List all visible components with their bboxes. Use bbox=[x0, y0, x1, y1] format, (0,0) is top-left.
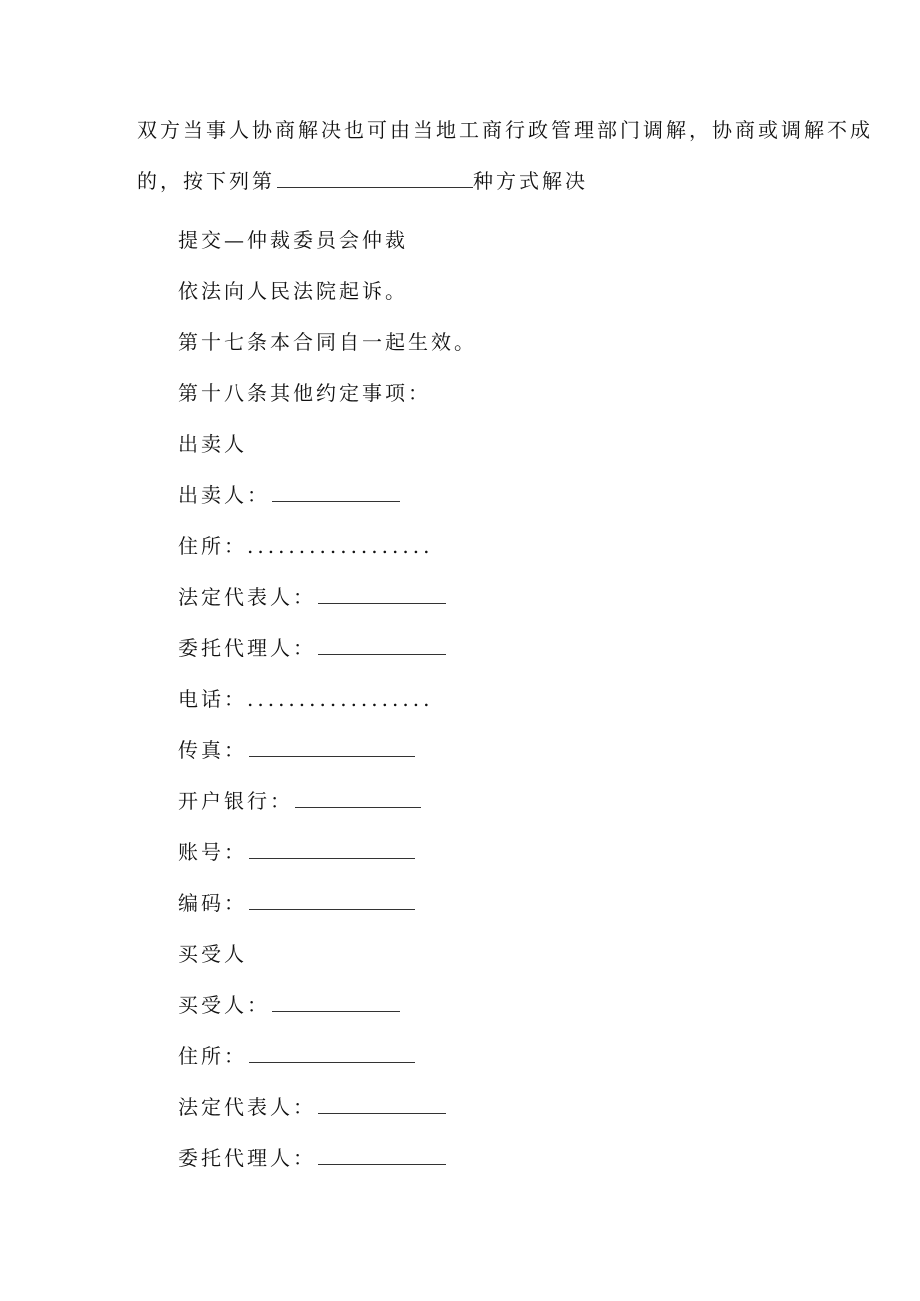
seller-legal-rep-label: 法定代表人： bbox=[178, 585, 316, 609]
paragraph-line-2 bbox=[137, 168, 588, 194]
seller-fax-blank[interactable] bbox=[249, 738, 415, 757]
seller-bank-row bbox=[178, 788, 421, 814]
buyer-address-row bbox=[178, 1043, 415, 1069]
buyer-name-label: 买受人： bbox=[178, 993, 270, 1017]
seller-account-row bbox=[178, 839, 415, 865]
seller-agent-blank[interactable] bbox=[318, 636, 446, 655]
buyer-name-blank[interactable] bbox=[272, 993, 400, 1012]
article-17 bbox=[178, 329, 477, 355]
buyer-address-label: 住所： bbox=[178, 1044, 247, 1068]
seller-address-row bbox=[178, 533, 433, 559]
seller-account-label: 账号： bbox=[178, 840, 247, 864]
seller-fax-label: 传真： bbox=[178, 738, 247, 762]
seller-name-row bbox=[178, 482, 400, 508]
buyer-agent-label: 委托代理人： bbox=[178, 1146, 316, 1170]
paragraph-line-1 bbox=[137, 117, 873, 143]
article-17-text: 第十七条本合同自一起生效。 bbox=[178, 330, 477, 354]
seller-bank-label: 开户银行： bbox=[178, 789, 293, 813]
buyer-name-row bbox=[178, 992, 400, 1018]
seller-heading bbox=[178, 431, 247, 457]
seller-phone-label: 电话： bbox=[178, 687, 247, 711]
seller-legal-rep-row bbox=[178, 584, 446, 610]
seller-address-label: 住所： bbox=[178, 534, 247, 558]
seller-fax-row bbox=[178, 737, 415, 763]
paragraph-line-1-text: 双方当事人协商解决也可由当地工商行政管理部门调解，协商或调解不成 bbox=[137, 118, 873, 142]
seller-name-blank[interactable] bbox=[272, 483, 400, 502]
seller-address-dots[interactable]: .................. bbox=[247, 534, 434, 558]
option-arbitration-text: 提交—仲裁委员会仲裁 bbox=[178, 228, 408, 252]
seller-legal-rep-blank[interactable] bbox=[318, 585, 446, 604]
seller-bank-blank[interactable] bbox=[295, 789, 421, 808]
seller-agent-label: 委托代理人： bbox=[178, 636, 316, 660]
option-lawsuit-text: 依法向人民法院起诉。 bbox=[178, 279, 408, 303]
article-18 bbox=[178, 380, 431, 406]
buyer-heading-text: 买受人 bbox=[178, 942, 247, 966]
seller-postcode-blank[interactable] bbox=[249, 891, 415, 910]
seller-phone-dots[interactable]: .................. bbox=[247, 687, 434, 711]
seller-account-blank[interactable] bbox=[249, 840, 415, 859]
buyer-legal-rep-blank[interactable] bbox=[318, 1095, 446, 1114]
article-18-text: 第十八条其他约定事项： bbox=[178, 381, 431, 405]
buyer-agent-blank[interactable] bbox=[318, 1146, 446, 1165]
option-arbitration bbox=[178, 227, 408, 253]
paragraph-line-2-after: 种方式解决 bbox=[473, 169, 588, 193]
buyer-legal-rep-row bbox=[178, 1094, 446, 1120]
buyer-legal-rep-label: 法定代表人： bbox=[178, 1095, 316, 1119]
seller-agent-row bbox=[178, 635, 446, 661]
seller-postcode-label: 编码： bbox=[178, 891, 247, 915]
buyer-agent-row bbox=[178, 1145, 446, 1171]
paragraph-line-2-before: 的，按下列第 bbox=[137, 169, 275, 193]
seller-name-label: 出卖人： bbox=[178, 483, 270, 507]
seller-phone-row bbox=[178, 686, 433, 712]
seller-heading-text: 出卖人 bbox=[178, 432, 247, 456]
option-lawsuit bbox=[178, 278, 408, 304]
buyer-heading bbox=[178, 941, 247, 967]
seller-postcode-row bbox=[178, 890, 415, 916]
method-number-blank[interactable] bbox=[277, 169, 473, 188]
buyer-address-blank[interactable] bbox=[249, 1044, 415, 1063]
